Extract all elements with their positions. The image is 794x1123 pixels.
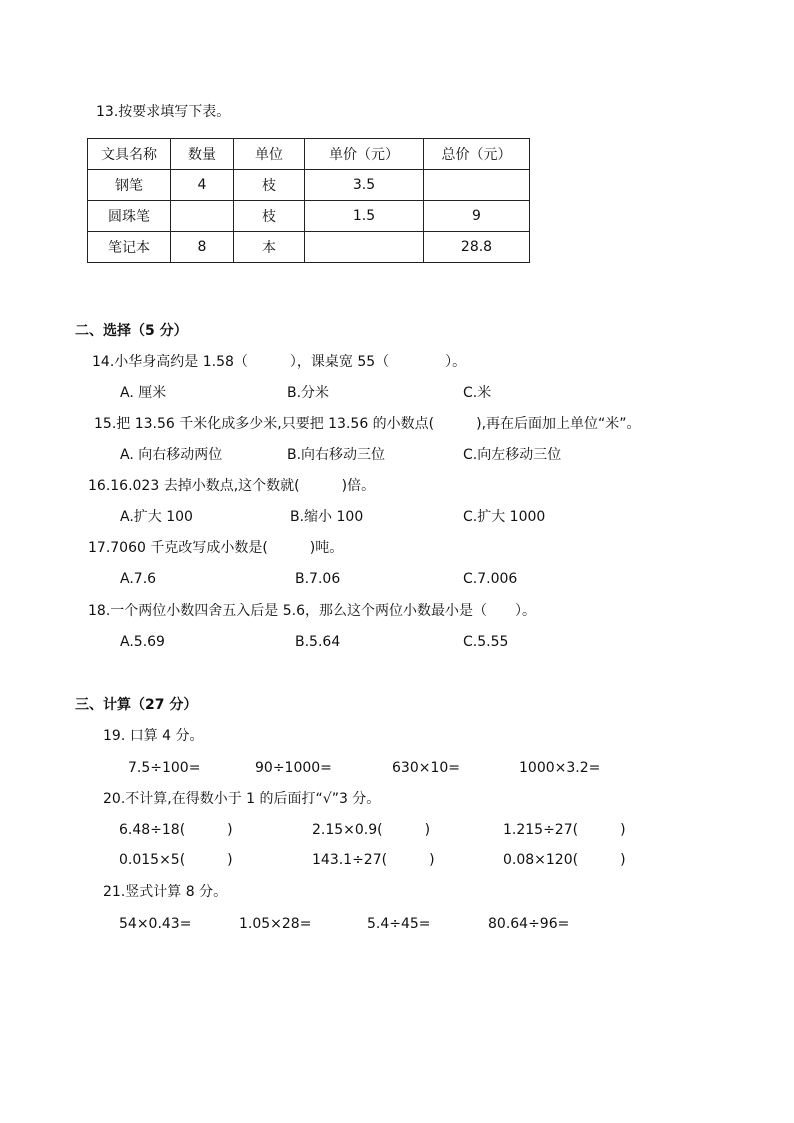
table-cell: 28.8	[424, 232, 530, 263]
q19-item: 90÷1000=	[255, 760, 332, 776]
q19-item: 1000×3.2=	[519, 760, 601, 776]
table-header-cell: 总价（元）	[424, 139, 530, 170]
q21-item: 54×0.43=	[119, 916, 192, 932]
table-cell[interactable]	[305, 232, 424, 263]
q21-item: 5.4÷45=	[367, 916, 431, 932]
option-16-b[interactable]: B.缩小 100	[290, 509, 364, 525]
q21-item: 1.05×28=	[239, 916, 312, 932]
option-16-c[interactable]: C.扩大 1000	[463, 509, 546, 525]
table-cell[interactable]	[171, 201, 234, 232]
table-cell: 笔记本	[88, 232, 171, 263]
table-row	[88, 232, 530, 263]
table-header-cell: 文具名称	[88, 139, 171, 170]
table-cell: 4	[171, 170, 234, 201]
supplies-table	[87, 138, 530, 263]
table-cell: 9	[424, 201, 530, 232]
q20-item[interactable]: 1.215÷27( )	[503, 822, 626, 838]
option-14-c[interactable]: C.米	[463, 385, 492, 401]
section2-heading: 二、选择（5 分）	[75, 323, 188, 339]
q20-item[interactable]: 0.015×5( )	[119, 852, 233, 868]
option-17-a[interactable]: A.7.6	[120, 571, 157, 587]
q20-item[interactable]: 143.1÷27( )	[312, 852, 435, 868]
q19-item: 7.5÷100=	[128, 760, 201, 776]
table-cell[interactable]	[424, 170, 530, 201]
option-14-b[interactable]: B.分米	[287, 385, 330, 401]
option-18-a[interactable]: A.5.69	[120, 634, 165, 650]
q21-title: 21.竖式计算 8 分。	[103, 884, 228, 900]
option-15-b[interactable]: B.向右移动三位	[287, 447, 386, 463]
table-cell: 枝	[234, 170, 305, 201]
table-cell: 钢笔	[88, 170, 171, 201]
table-header-row	[88, 139, 530, 170]
table-header-cell: 数量	[171, 139, 234, 170]
table-cell: 8	[171, 232, 234, 263]
question-16: 16.16.023 去掉小数点,这个数就( )倍。	[88, 478, 376, 494]
table-header-cell: 单价（元）	[305, 139, 424, 170]
q13-title: 13.按要求填写下表。	[96, 104, 231, 120]
option-15-a[interactable]: A. 向右移动两位	[120, 447, 223, 463]
question-18: 18.一个两位小数四舍五入后是 5.6，那么这个两位小数最小是（ ）。	[88, 603, 536, 619]
section3-heading: 三、计算（27 分）	[75, 697, 198, 713]
table-cell: 枝	[234, 201, 305, 232]
table-cell: 圆珠笔	[88, 201, 171, 232]
option-16-a[interactable]: A.扩大 100	[120, 509, 193, 525]
option-18-c[interactable]: C.5.55	[463, 634, 509, 650]
option-17-b[interactable]: B.7.06	[295, 571, 341, 587]
table-header-cell: 单位	[234, 139, 305, 170]
question-17: 17.7060 千克改写成小数是( )吨。	[88, 540, 344, 556]
q20-item[interactable]: 2.15×0.9( )	[312, 822, 431, 838]
option-14-a[interactable]: A. 厘米	[120, 385, 167, 401]
q21-item: 80.64÷96=	[488, 916, 570, 932]
question-15: 15.把 13.56 千米化成多少米,只要把 13.56 的小数点( ),再在后面加上单位“米”。	[94, 416, 641, 432]
q19-title: 19. 口算 4 分。	[103, 728, 204, 744]
q20-item[interactable]: 6.48÷18( )	[119, 822, 233, 838]
option-15-c[interactable]: C.向左移动三位	[463, 447, 562, 463]
table-row	[88, 201, 530, 232]
option-17-c[interactable]: C.7.006	[463, 571, 518, 587]
table-cell: 本	[234, 232, 305, 263]
option-18-b[interactable]: B.5.64	[295, 634, 341, 650]
table-row	[88, 170, 530, 201]
q20-item[interactable]: 0.08×120( )	[503, 852, 626, 868]
question-14: 14.小华身高约是 1.58（ ），课桌宽 55（ ）。	[92, 354, 467, 370]
table-cell: 1.5	[305, 201, 424, 232]
table-cell: 3.5	[305, 170, 424, 201]
q20-title: 20.不计算,在得数小于 1 的后面打“√”3 分。	[103, 791, 381, 807]
q19-item: 630×10=	[392, 760, 460, 776]
